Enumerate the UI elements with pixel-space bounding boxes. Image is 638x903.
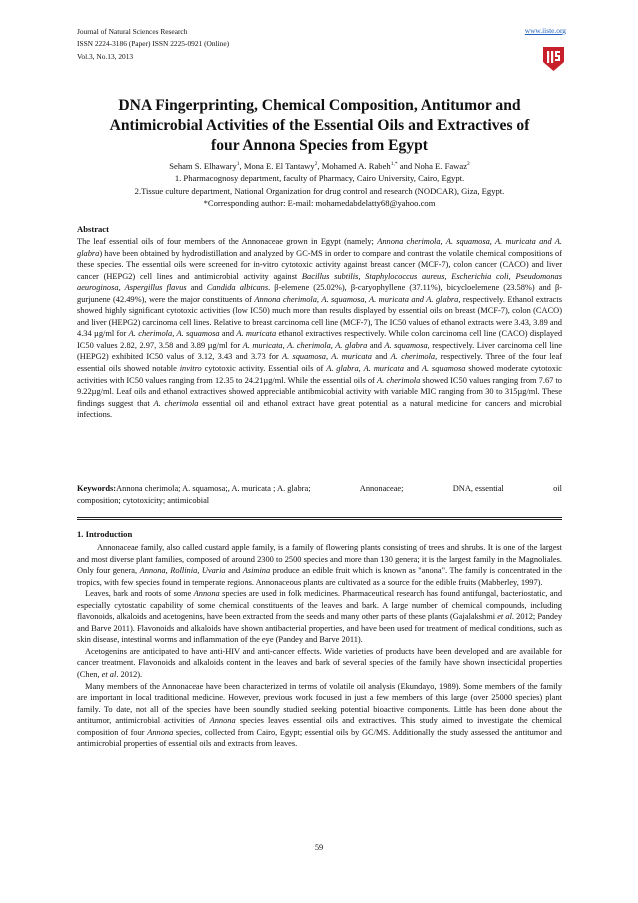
- corresponding-author: *Corresponding author: E-mail: mohamedabdelatty68@yahoo.com: [203, 198, 436, 209]
- affiliation-1: 1. Pharmacognosy department, faculty of Pharmacy, Cairo University, Cairo, Egypt.: [174, 173, 465, 184]
- keywords-block: [77, 483, 562, 506]
- article-title: [77, 96, 562, 156]
- affiliation-2: 2.Tissue culture department, National Organization for drug control and research (NODCAR), Giza, Egypt.: [134, 185, 505, 196]
- keywords-part-d: oil: [553, 484, 562, 493]
- intro-paragraph-1: Annonaceae family, also called custard apple family, is a family of flowering plants consisting of trees and shrubs. It is one of the largest and most diverse plant families, composed of around 2300 to 2500 species and more than 130 genera; it is the largest family in the Magnoliales. Only four genera, Annona, Rollinia, Uvaria and Asimina produce an edible fruit which is known as "anona". The family is concentrated in the tropics, with few species found in temperate regions. Annonaceous plants are cultivated as a source for the edible fruits (Mabberley, 1997).: [77, 543, 563, 587]
- journal-volume: Vol.3, No.13, 2013: [77, 51, 134, 61]
- author-2: , Mona E. El Tantawy: [239, 160, 315, 171]
- keywords-part-b: Annonaceae;: [359, 484, 404, 493]
- title-line-3: four Annona Species from Egypt: [211, 137, 428, 154]
- intro-paragraph-4: Many members of the Annonaceae have been characterized in terms of volatile oil analysis (Ekundayo, 1989). Some members of the family are important in local traditional medicine. However, previous work focused in just a few members of this large (over 25000 species) plant family. To date, not all of the species have been soundly studied seeking potential bioactive components. Little has been done about the antitumor, antimicrobial activities of Annona species leaves essential oils and extractives. This study aimed to investigate the chemical composition of four Annona species, collected from Cairo, Egypt; essential oils by GC/MS. Additionally the study assessed the antitumor and antimicrobial properties of essential oils and extracts from leaves.: [77, 681, 563, 749]
- author-block: [77, 158, 562, 209]
- introduction-body: [77, 542, 562, 750]
- journal-url-link[interactable]: www.iiste.org: [524, 26, 566, 35]
- keywords-label: Keywords:: [77, 484, 117, 493]
- page-number: 59: [314, 843, 324, 852]
- keywords-line-1: [77, 483, 562, 495]
- author-2-sup: 2: [314, 161, 318, 167]
- section-divider-top: [77, 517, 562, 518]
- author-4: and Noha E. Fawaz: [397, 160, 468, 171]
- author-list: [77, 158, 562, 172]
- keywords-line-2: composition; cytotoxicity; antimicobial: [77, 495, 210, 505]
- title-line-1: DNA Fingerprinting, Chemical Composition, Antitumor and: [118, 97, 521, 114]
- title-line-2: Antimicrobial Activities of the Essential Oils and Extractives of: [109, 117, 530, 134]
- journal-header: [77, 26, 229, 63]
- author-1: Seham S. Elhawary: [169, 160, 237, 171]
- introduction-heading: 1. Introduction: [77, 529, 133, 539]
- journal-name: Journal of Natural Sciences Research: [77, 27, 188, 36]
- author-3-sup: 1,*: [390, 161, 398, 167]
- author-1-sup: 1: [236, 161, 240, 167]
- abstract-heading: Abstract: [77, 224, 109, 234]
- abstract-body: The leaf essential oils of four members of the Annonaceae grown in Egypt (namely; Annona cherimola, A. squamosa, A. muricata and A. glabra) have been obtained by hydrodistillation and analyzed by GC-MS in order to compare and contrast the volatile chemical compositions of these species. The essential oils were screened for in-vitro cytotoxic activity against breast cancer (MCF-7), colon cancer (CACO) and liver cancer (HEPG2) cell lines and antimicrobial activity against Bacillus subtilis, Staphylococcus aureus, Escherichia coli, Pseudomonas aeuroginosa, Aspergillus flavus and Candida albicans. β-elemene (25.02%), β-caryophyllene (37.11%), bicycloelemene (23.58%) and β-gurjunene (42.49%), were the major constituents of Annona cherimola, A. squamosa, A. muricata and A. glabra, respectively. Ethanol extracts showed highly significant cytotoxic activities (low IC50) much more than results displayed by essential oils on breast (MCF-7), colon (CACO) and liver (HEPG2) carcinoma cell lines. Relative to breast carcinoma cell line (MCF-7), The IC50 values of ethanol extracts were 3.43, 3.89 and 4.34 µg/ml for A. cherimola, A. squamosa and A. muricata ethanol extractives respectively. While colon carcinoma cell line (CACO) displayed IC50 values 2.82, 2.97, 3.58 and 3.89 µg/ml for A. muricata, A. cherimola, A. glabra and A. squamosa, respectively. Liver carcinoma cell line (HEPG2) exhibited IC50 valus of 3.12, 3.43 and 3.73 for A. squamosa, A. muricata and A. cherimola, respectively. Three of the four leaf essential oils showed notable invitro cytotoxic activity. Essential oils of A. glabra, A. muricata and A. squamosa showed moderate cytotoxic activities with IC50 values ranging from 12.35 to 24.21µg/ml. While the essential oils of A. cherimola showed IC50 values ranging from 7.67 to 9.22µg/ml. Leaf oils and ethanol extractives showed appreciable antibmicobial activity with variable MIC ranging from 30 to 315µg/ml. These findings suggest that A. cherimola essential oil and ethanol extract have great potential as a natural medicine for cancers and microbial infections.: [77, 237, 563, 420]
- keywords-part-a: Annona cherimola; A. squamosa;, A. muricata ; A. glabra;: [116, 484, 311, 493]
- keywords-part-c: DNA, essential: [452, 484, 504, 493]
- author-4-sup: 2: [467, 161, 470, 167]
- journal-issn: ISSN 2224-3186 (Paper) ISSN 2225-0921 (Online): [77, 39, 230, 49]
- iiste-logo-icon: [540, 45, 567, 73]
- author-3: , Mohamed A. Rabeh: [317, 160, 391, 171]
- section-divider-bottom: [77, 519, 562, 520]
- intro-paragraph-2: Leaves, bark and roots of some Annona species are used in folk medicines. Pharmaceutical research has found antifungal, bacteriostatic, and especially cytostatic capability of some chemical constituents of the leaves and bark. A large number of chemical compounds, including flavonoids, alkaloids and acetogenins, have been extracted from the seeds and many other parts of these plants (Gajalakshmi et al. 2012; Pandey and Barve 2011). Flavonoids and alkaloids have shown antibacterial properties, and have been used for treatment of medical conditions, such as skin disease, intestinal worms and inflammation of the eye (Pandey and Barve 2011).: [77, 589, 563, 645]
- intro-paragraph-3: Acetogenins are anticipated to have anti-HIV and anti-cancer effects. Wide varieties of products have been developed and are available for cancer treatment. Flavonoids and alkaloids content in the leaves and bark of several species of the family have shown insecticidal properties (Chen, et al. 2012).: [77, 646, 562, 680]
